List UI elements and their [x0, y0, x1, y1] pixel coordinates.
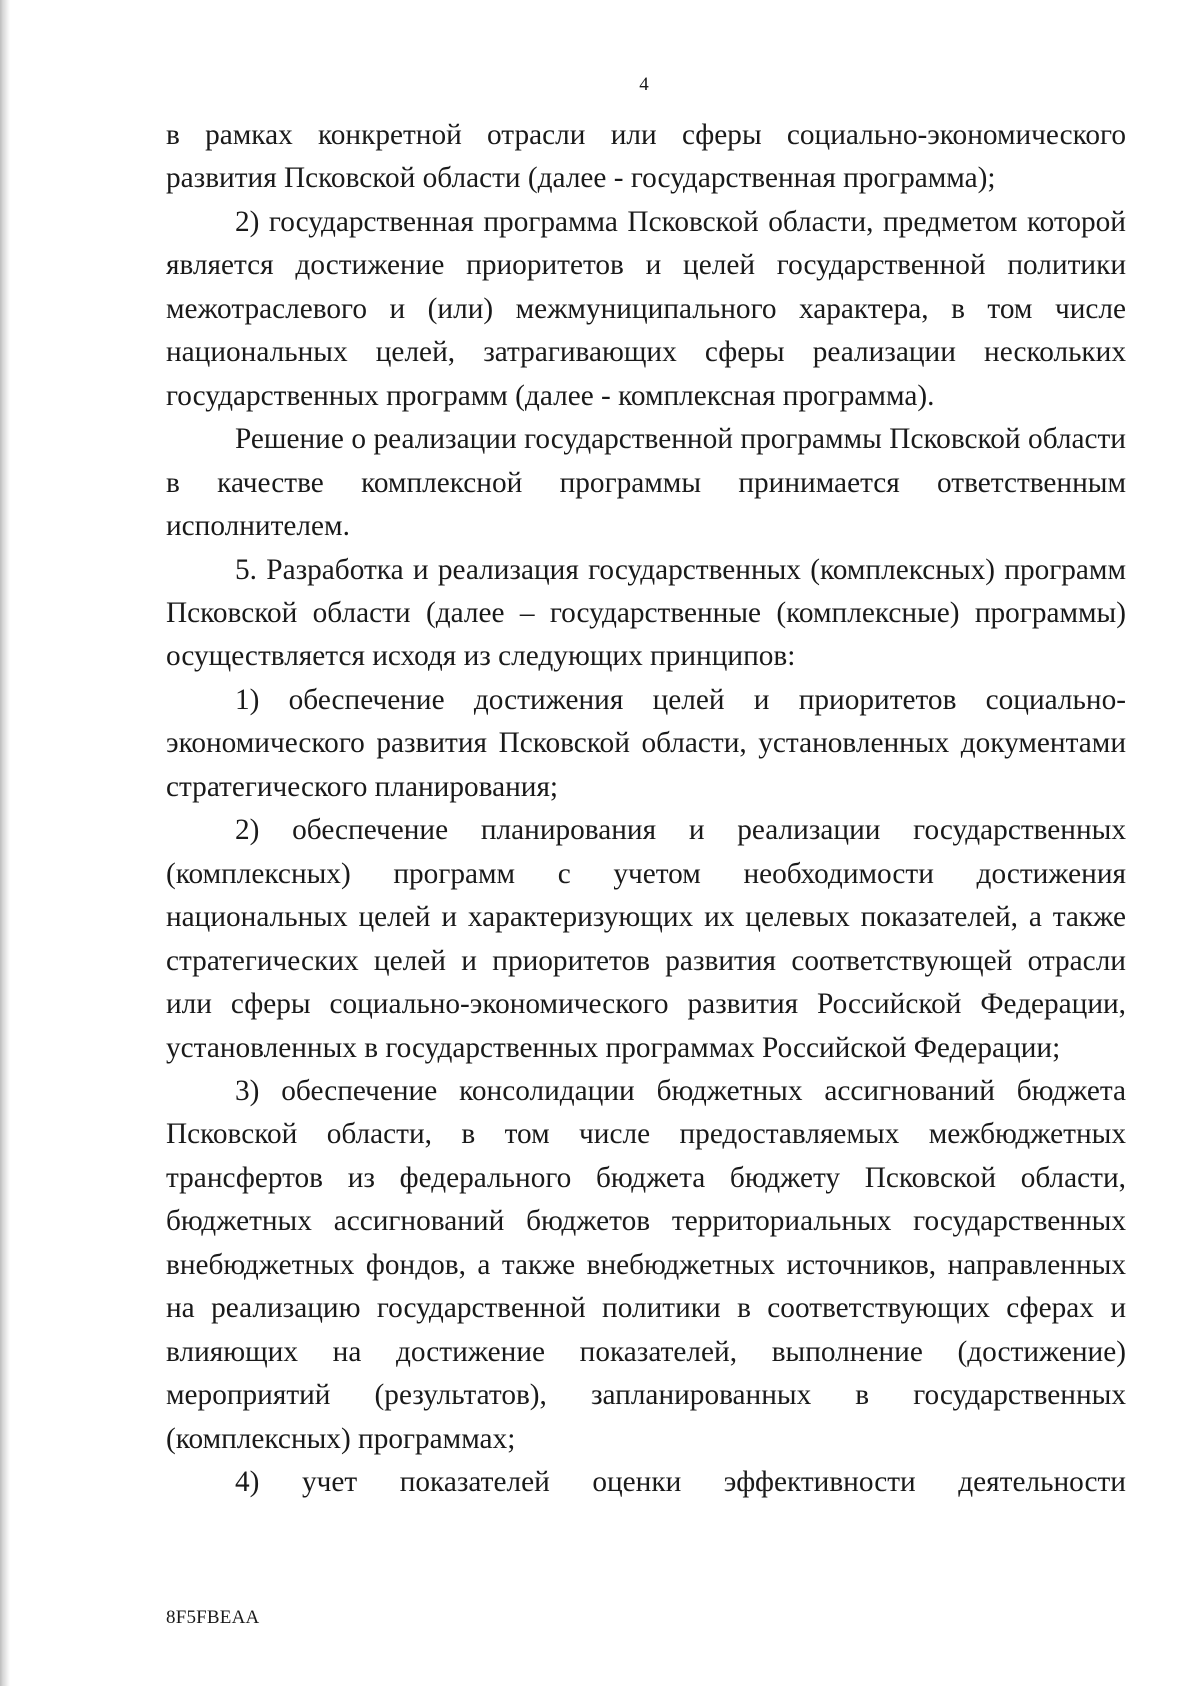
- document-body: [166, 114, 1126, 1505]
- scan-edge-shadow: [0, 0, 10, 1686]
- document-code: 8F5FBEAA: [166, 1607, 260, 1628]
- paragraph-program-definition-end: в рамках конкретной отрасли или сферы социально-экономического развития Псковской области (далее - государственная программа);: [166, 119, 1126, 195]
- paragraph-complex-program-decision: Решение о реализации государственной программы Псковской области в качестве комплексной программы принимается ответственным исполнителем.: [166, 423, 1126, 543]
- page-number: 4: [639, 74, 649, 95]
- paragraph-principle-3: 3) обеспечение консолидации бюджетных ассигнований бюджета Псковской области, в том числе предоставляемых межбюджетных трансфертов из федерального бюджета бюджету Псковской области, бюджетных ассигнований бюджетов территориальных государственных внебюджетных фондов, а также внебюджетных источников, направленных на реализацию государственной политики в соответствующих сферах и влияющих на достижение показателей, выполнение (достижение) мероприятий (результатов), запланированных в государственных (комплексных) программах;: [166, 1074, 1126, 1455]
- paragraph-section-5-principles: 5. Разработка и реализация государственных (комплексных) программ Псковской области (далее – государственные (комплексные) программы) осуществляется исходя из следующих принципов:: [166, 553, 1126, 673]
- paragraph-principle-1: 1) обеспечение достижения целей и приоритетов социально-экономического развития Псковской области, установленных документами стратегического планирования;: [166, 683, 1126, 803]
- paragraph-principle-2: 2) обеспечение планирования и реализации государственных (комплексных) программ с учетом необходимости достижения национальных целей и характеризующих их целевых показателей, а также стратегических целей и приоритетов развития соответствующей отрасли или сферы социально-экономического развития Российской Федерации, установленных в государственных программах Российской Федерации;: [166, 814, 1126, 1064]
- paragraph-complex-program-definition: 2) государственная программа Псковской области, предметом которой является достижение приоритетов и целей государственной политики межотраслевого и (или) межмуниципального характера, в том числе национальных целей, затрагивающих сферы реализации нескольких государственных программ (далее - комплексная программа).: [166, 205, 1126, 412]
- paragraph-principle-4: 4) учет показателей оценки эффективности деятельности: [235, 1466, 1126, 1499]
